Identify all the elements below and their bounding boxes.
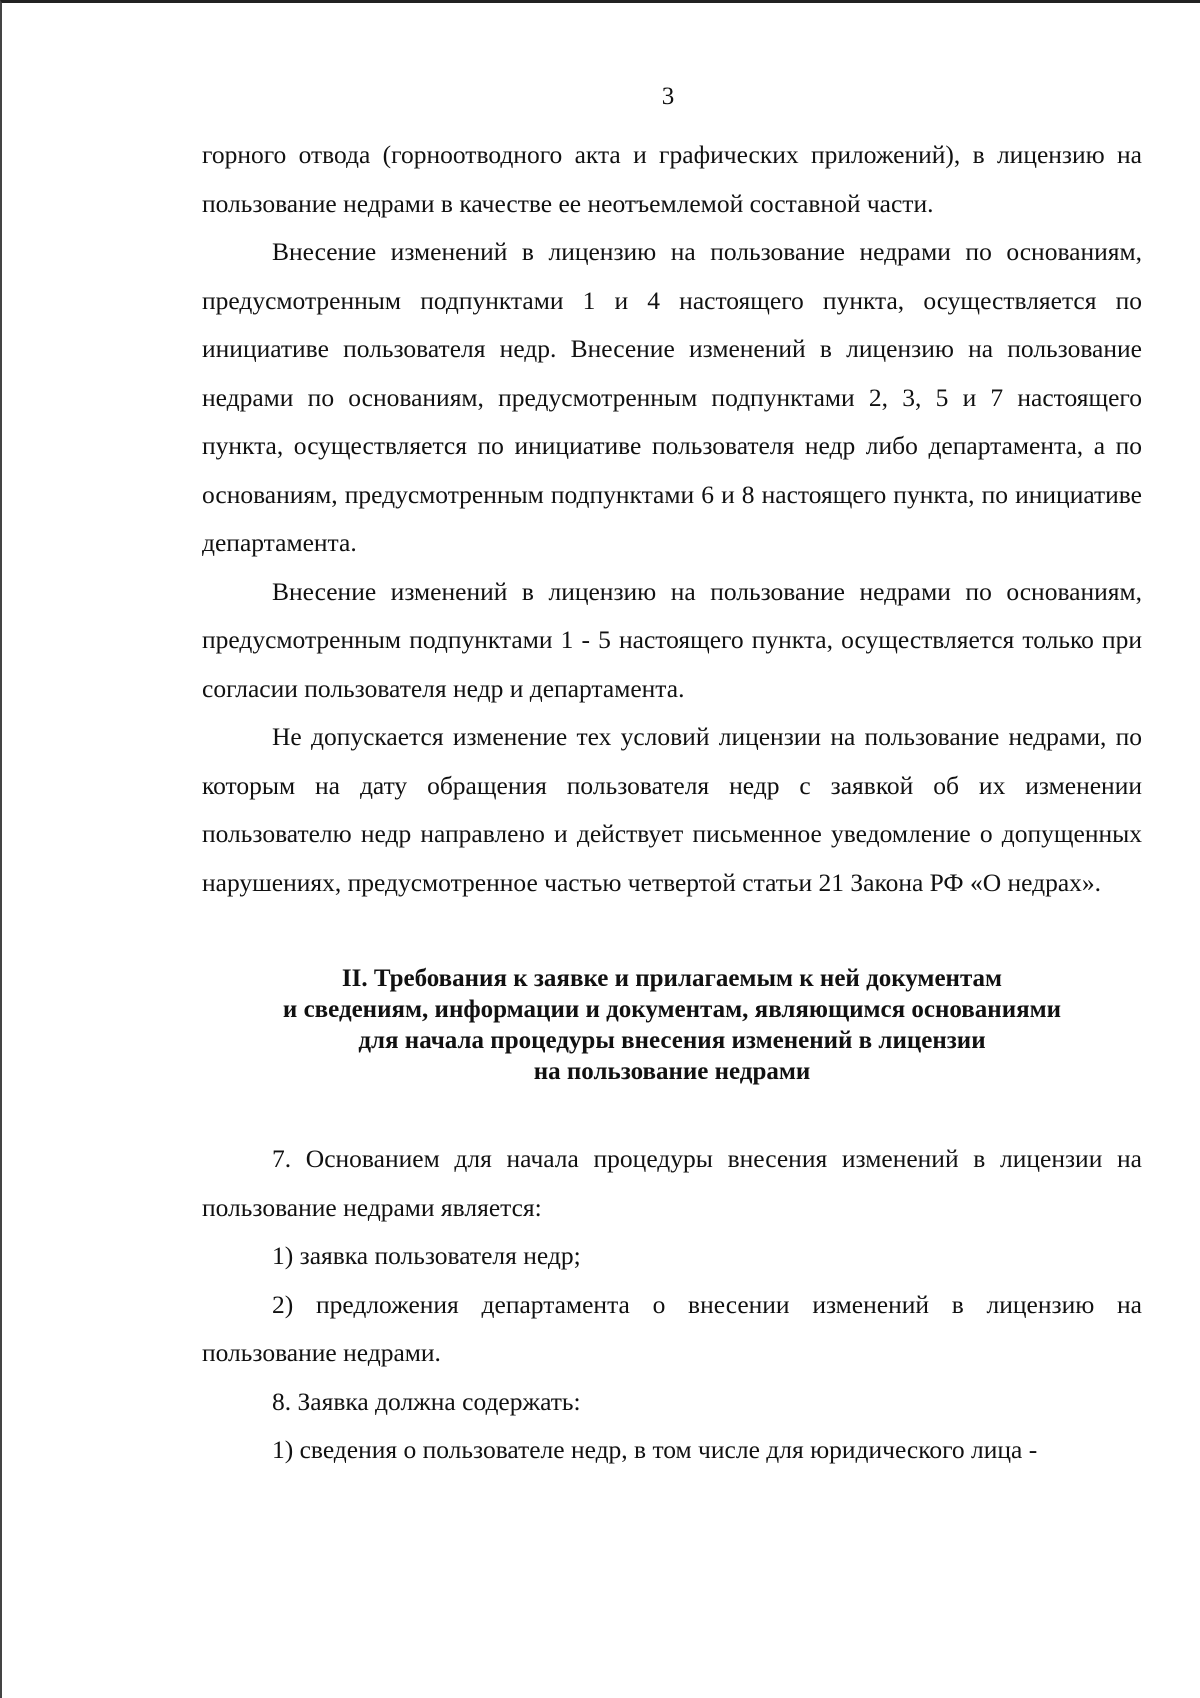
section-heading <box>202 955 1142 1087</box>
paragraph-item-7: 7. Основанием для начала процедуры внесения изменений в лицензии на пользование недрами является: <box>202 1144 1142 1222</box>
section-heading-line: и сведениям, информации и документам, являющимся основаниями <box>282 996 1062 1023</box>
page-number: 3 <box>661 83 675 110</box>
paragraph-item-7-2: 2) предложения департамента о внесении изменений в лицензию на пользование недрами. <box>202 1289 1142 1367</box>
section-heading-line: на пользование недрами <box>533 1058 811 1085</box>
paragraph-item-7-1: 1) заявка пользователя недр; <box>272 1241 581 1270</box>
paragraph-initiative: Внесение изменений в лицензию на пользование недрами по основаниям, предусмотренным подпунктами 1 и 4 настоящего пункта, осуществляется по инициативе пользователя недр. Внесение изменений в лицензию на пользование недрами по основаниям, предусмотренным подпунктами 2, 3, 5 и 7 настоящего пункта, осуществляется по инициативе пользователя недр либо департамента, а по основаниям, предусмотренным подпунктами 6 и 8 настоящего пункта, по инициативе департамента. <box>202 237 1142 557</box>
paragraph-item-8: 8. Заявка должна содержать: <box>272 1386 581 1416</box>
section-heading-line: для начала процедуры внесения изменений в лицензии <box>358 1027 986 1054</box>
paragraph-restriction: Не допускается изменение тех условий лицензии на пользование недрами, по которым на дату обращения пользователя недр с заявкой об их изменении пользователю недр направлено и действует письменное уведомление о допущенных нарушениях, предусмотренное частью четвертой статьи 21 Закона РФ «О недрах». <box>202 722 1142 897</box>
paragraph-consent: Внесение изменений в лицензию на пользование недрами по основаниям, предусмотренным подпунктами 1 - 5 настоящего пункта, осуществляется только при согласии пользователя недр и департамента. <box>202 576 1142 703</box>
document-body <box>202 131 1142 1475</box>
paragraph-item-8-1: 1) сведения о пользователе недр, в том числе для юридического лица - <box>272 1435 1038 1464</box>
section-heading-line: II. Требования к заявке и прилагаемым к ней документам <box>341 965 1003 992</box>
paragraph-continuation: горного отвода (горноотводного акта и графических приложений), в лицензию на пользование недрами в качестве ее неотъемлемой составной части. <box>202 140 1142 218</box>
